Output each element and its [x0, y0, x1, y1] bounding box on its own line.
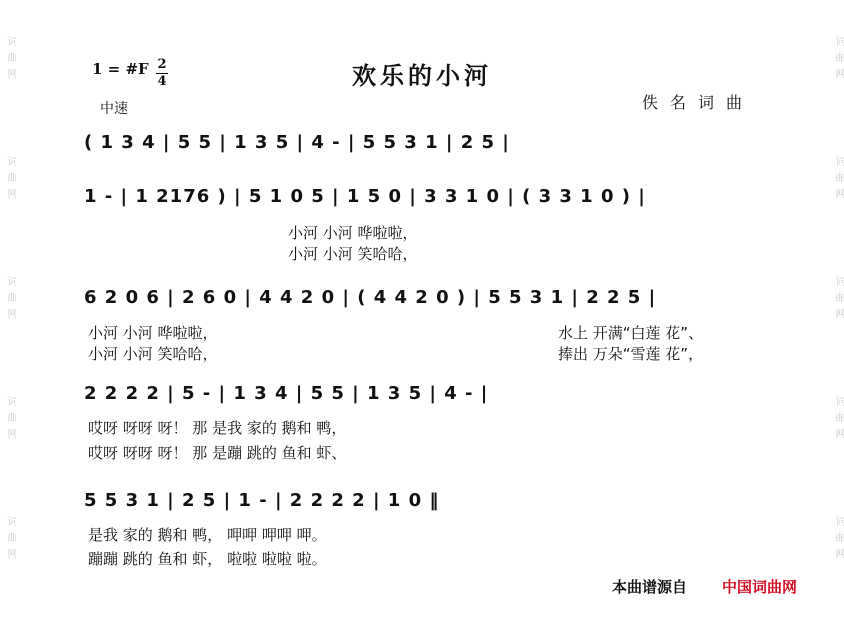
lyrics-line-2-verse-1: 小河 小河 哗啦啦， — [288, 224, 418, 242]
lyrics-line-3-verse-1-part-2: 水上 开满“白莲 花”、 — [558, 324, 704, 342]
lyrics-line-4-verse-1: 哎呀 呀呀 呀！ 那 是我 家的 鹅和 鸭， — [88, 419, 347, 437]
watermark-text: 词曲网 — [5, 396, 16, 444]
source-label: 本曲谱源自 — [612, 578, 688, 596]
time-numerator: 2 — [157, 57, 167, 72]
watermark-text: 词曲网 — [5, 276, 16, 324]
lyrics-line-5-verse-1: 是我 家的 鹅和 鸭， 呷呷 呷呷 呷。 — [88, 526, 327, 544]
key-signature: 1 = #F — [92, 60, 149, 78]
credits: 佚名词曲 — [642, 93, 755, 112]
lyrics-line-3-verse-2-part-1: 小河 小河 笑哈哈， — [88, 345, 218, 363]
watermark-text: 词曲网 — [833, 36, 844, 84]
watermark-text: 词曲网 — [833, 516, 844, 564]
lyrics-line-2-verse-2: 小河 小河 笑哈哈， — [288, 245, 418, 263]
notation-line-1: ( 1 3 4 | 5 5 | 1 3 5 | 4 - | 5 5 3 1 | 2 5 | — [84, 132, 510, 153]
time-denominator: 4 — [157, 74, 167, 89]
song-title: 欢乐的小河 — [352, 61, 492, 90]
source-site-link[interactable]: 中国词曲网 — [722, 578, 798, 596]
watermark-text: 词曲网 — [5, 36, 16, 84]
lyrics-line-3-verse-2-part-2: 捧出 万朵“雪莲 花”， — [558, 345, 704, 363]
lyrics-line-3-verse-1-part-1: 小河 小河 哗啦啦， — [88, 324, 218, 342]
notation-line-3: 6 2 0 6 | 2 6 0 | 4 4 2 0 | ( 4 4 2 0 ) | 5 5 3 1 | 2 2 5 | — [84, 287, 657, 308]
watermark-text: 词曲网 — [833, 276, 844, 324]
lyrics-line-5-verse-2: 蹦蹦 跳的 鱼和 虾， 啦啦 啦啦 啦。 — [88, 550, 327, 568]
watermark-text: 词曲网 — [5, 156, 16, 204]
watermark-text: 词曲网 — [5, 516, 16, 564]
notation-line-5: 5 5 3 1 | 2 5 | 1 - | 2 2 2 2 | 1 0 ‖ — [84, 490, 440, 511]
notation-line-4: 2 2 2 2 | 5 - | 1 3 4 | 5 5 | 1 3 5 | 4 - | — [84, 383, 489, 404]
tempo-marking: 中速 — [100, 101, 128, 117]
watermark-strip-left — [0, 0, 16, 624]
notation-line-2: 1 - | 1 2176 ) | 5 1 0 5 | 1 5 0 | 3 3 1 0 | ( 3 3 1 0 ) | — [84, 186, 646, 207]
time-signature — [156, 58, 168, 89]
lyrics-line-4-verse-2: 哎呀 呀呀 呀！ 那 是蹦 跳的 鱼和 虾、 — [88, 444, 347, 462]
watermark-strip-right — [828, 0, 844, 624]
watermark-text: 词曲网 — [833, 156, 844, 204]
watermark-text: 词曲网 — [833, 396, 844, 444]
